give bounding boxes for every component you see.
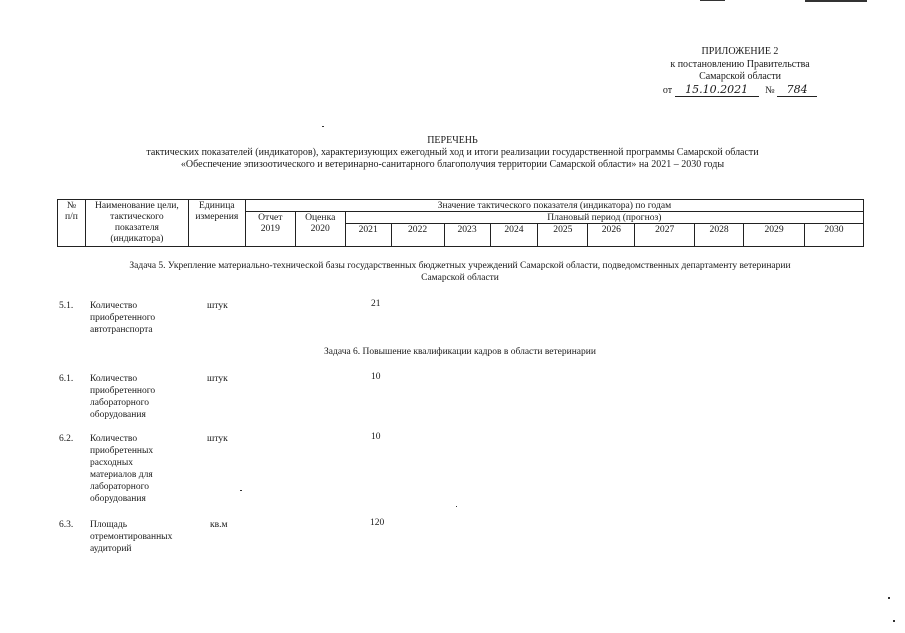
scan-speck bbox=[322, 126, 324, 127]
year-header: 2021 bbox=[345, 224, 391, 247]
from-label: от bbox=[662, 84, 673, 96]
title-line: тактических показателей (индикаторов), характеризующих ежегодный ход и итоги реализации государственной программы Самарской области bbox=[146, 147, 759, 158]
year-header: 2028 bbox=[695, 224, 744, 247]
scan-speck bbox=[893, 620, 895, 622]
value-group-header: Значение тактического показателя (индикатора) по годам bbox=[245, 200, 863, 212]
indicator-name: Количество приобретенного автотранспорта bbox=[90, 301, 156, 335]
title-heading: ПЕРЕЧЕНЬ bbox=[427, 135, 478, 146]
indicator-unit: кв.м bbox=[210, 520, 228, 530]
indicator-value: 21 bbox=[371, 299, 381, 309]
indicator-table-header bbox=[57, 199, 864, 247]
year-header: 2022 bbox=[391, 224, 444, 247]
indicator-value: 10 bbox=[371, 372, 381, 382]
task-6-heading: Задача 6. Повышение квалификации кадров в области ветеринарии bbox=[324, 347, 596, 357]
appendix-line: Самарской области bbox=[699, 71, 781, 82]
scan-speck bbox=[888, 597, 890, 599]
indicator-name: Количество приобретенного лабораторного оборудования bbox=[90, 374, 156, 420]
year-header: 2024 bbox=[490, 224, 538, 247]
appendix-date-line bbox=[640, 84, 840, 98]
row-number: 6.1. bbox=[59, 374, 74, 384]
appendix-line: к постановлению Правительства bbox=[670, 58, 810, 70]
handwritten-number: 784 bbox=[777, 84, 817, 98]
indicator-unit: штук bbox=[207, 434, 228, 444]
year-header: 2023 bbox=[444, 224, 490, 247]
col-name-header: Наименование цели, тактического показателя (индикатора) bbox=[85, 200, 188, 247]
handwritten-date: 15.10.2021 bbox=[675, 84, 759, 98]
row-number: 6.3. bbox=[59, 520, 74, 530]
year-header: 2029 bbox=[744, 224, 805, 247]
document-title bbox=[0, 135, 905, 171]
indicator-value: 10 bbox=[371, 432, 381, 442]
row-number: 5.1. bbox=[59, 301, 74, 311]
indicator-name: Площадь отремонтированных аудиторий bbox=[90, 520, 173, 554]
report-2019-header: Отчет 2019 bbox=[245, 212, 295, 247]
estimate-2020-header: Оценка 2020 bbox=[295, 212, 345, 247]
number-label: № bbox=[765, 84, 775, 96]
scan-artifact bbox=[700, 0, 725, 1]
title-line: «Обеспечение эпизоотического и ветеринарно-санитарного благополучия территории Самарской области» на 2021 – 2030 годы bbox=[180, 159, 725, 170]
indicator-name: Количество приобретенных расходных материалов для лабораторного оборудования bbox=[90, 434, 154, 504]
appendix-label: ПРИЛОЖЕНИЕ 2 bbox=[701, 46, 779, 57]
col-number-header: № п/п bbox=[58, 200, 86, 247]
indicator-unit: штук bbox=[207, 374, 228, 384]
year-header: 2030 bbox=[804, 224, 863, 247]
scan-speck bbox=[240, 490, 242, 491]
appendix-block bbox=[640, 46, 840, 97]
scan-speck bbox=[456, 506, 457, 507]
indicator-unit: штук bbox=[207, 301, 228, 311]
year-header: 2026 bbox=[588, 224, 635, 247]
year-header: 2027 bbox=[635, 224, 695, 247]
year-header: 2025 bbox=[538, 224, 588, 247]
row-number: 6.2. bbox=[59, 434, 74, 444]
col-unit-header: Единица измерения bbox=[188, 200, 245, 247]
indicator-value: 120 bbox=[370, 518, 385, 528]
task-5-heading: Задача 5. Укрепление материально-технической базы государственных бюджетных учреждений Самарской области, подведомственных департаменту ветеринарии Самарской области bbox=[129, 261, 791, 283]
scan-artifact bbox=[805, 0, 867, 2]
plan-period-header: Плановый период (прогноз) bbox=[345, 212, 863, 224]
